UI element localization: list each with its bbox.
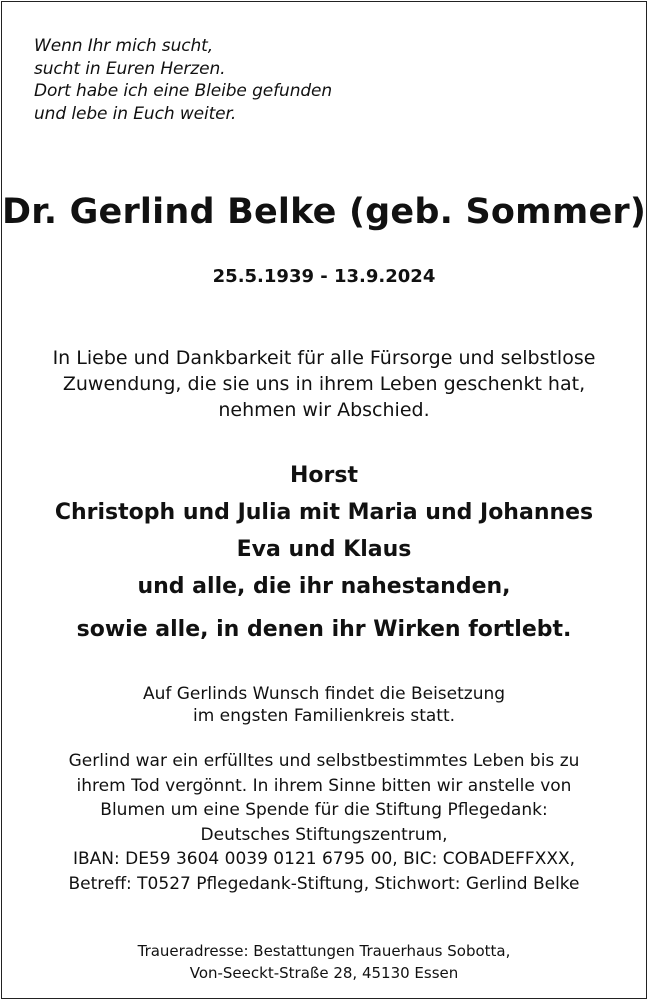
- mourning-address: [2, 940, 646, 984]
- poem-line: und lebe in Euch weiter.: [34, 103, 237, 124]
- life-dates: 25.5.1939 - 13.9.2024: [212, 266, 436, 287]
- mourner-line: Horst: [290, 463, 358, 488]
- donation-line: ihrem Tod vergönnt. In ihrem Sinne bitten wir anstelle von: [76, 775, 572, 796]
- deceased-name: Dr. Gerlind Belke (geb. Sommer): [2, 192, 647, 232]
- address-line: Traueradresse: Bestattungen Trauerhaus Sobotta,: [137, 942, 511, 960]
- dedication-line: Zuwendung, die sie uns in ihrem Leben geschenkt hat,: [62, 373, 586, 395]
- mourners-list: [2, 457, 646, 648]
- poem: [34, 35, 332, 125]
- address-line: Von-Seeckt-Straße 28, 45130 Essen: [189, 964, 459, 982]
- mourner-line: sowie alle, in denen ihr Wirken fortlebt.: [76, 617, 572, 642]
- mourner-line: und alle, die ihr nahestanden,: [137, 574, 511, 599]
- donation-line: IBAN: DE59 3604 0039 0121 6795 00, BIC: COBADEFFXXX,: [72, 849, 576, 869]
- burial-notice: [2, 683, 646, 727]
- donation-line: Betreff: T0527 Pflegedank-Stiftung, Stichwort: Gerlind Belke: [68, 873, 580, 894]
- dedication-line: In Liebe und Dankbarkeit für alle Fürsorge und selbstlose: [52, 347, 596, 369]
- dedication-line: nehmen wir Abschied.: [218, 399, 430, 421]
- burial-line: Auf Gerlinds Wunsch findet die Beisetzung: [142, 684, 506, 704]
- donation-line: Blumen um eine Spende für die Stiftung Pflegedank:: [100, 800, 548, 820]
- donation-request: [2, 749, 646, 896]
- dedication-text: [2, 345, 646, 423]
- mourner-line: Eva und Klaus: [236, 537, 412, 562]
- burial-line: im engsten Familienkreis statt.: [192, 706, 456, 726]
- poem-line: Dort habe ich eine Bleibe gefunden: [34, 81, 333, 101]
- poem-line: Wenn Ihr mich sucht,: [34, 36, 214, 56]
- donation-line: Gerlind war ein erfülltes und selbstbestimmtes Leben bis zu: [68, 751, 580, 771]
- obituary-notice: [1, 1, 647, 999]
- poem-line: sucht in Euren Herzen.: [34, 58, 226, 79]
- mourner-line: Christoph und Julia mit Maria und Johannes: [54, 500, 594, 525]
- donation-line: Deutsches Stiftungszentrum,: [200, 824, 448, 845]
